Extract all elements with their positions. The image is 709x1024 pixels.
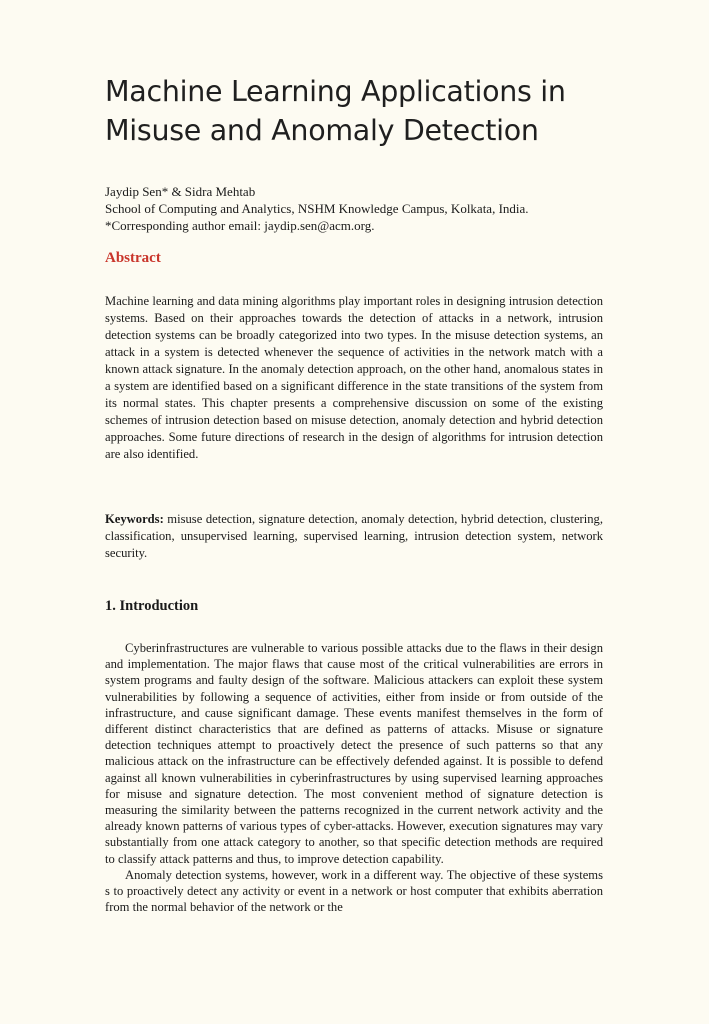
introduction-paragraph: Cyberinfrastructures are vulnerable to various possible attacks due to the flaws in their design and implementation. The major flaws that cause most of the critical vulnerabilities are errors in system programs and faulty design of the software. Malicious attackers can exploit these system vulnerabilities by following a sequence of activities, either from inside or from outside of the infrastructure, and cause significant damage. These events manifest themselves in the form of different distinct characteristics that are defined as patterns of attacks. Misuse or signature detection techniques attempt to proactively detect the presence of such patterns so that any malicious attack on the infrastructure can be effectively defended against. It is possible to defend against all known vulnerabilities in cyberinfrastructures by using supervised learning approaches for misuse and signature detection. The most convenient method of signature detection is measuring the similarity between the patterns recognized in the current network activity and the already known patterns of various types of cyber-attacks. However, execution signatures may vary substantially from one attack category to another, so that specific detection methods are required to classify attack patterns and thus, to improve detection capability. xyxy=(105,641,603,866)
author-affiliation: School of Computing and Analytics, NSHM Knowledge Campus, Kolkata, India. xyxy=(105,201,529,216)
corresponding-author: *Corresponding author email: jaydip.sen@acm.org. xyxy=(105,218,375,233)
introduction-body xyxy=(105,640,603,915)
keywords-label: Keywords: xyxy=(105,512,164,526)
abstract-body: Machine learning and data mining algorithms play important roles in designing intrusion detection systems. Based on their approaches towards the detection of attacks in a network, intrusion detection systems can be broadly categorized into two types. In the misuse detection systems, an attack in a system is detected whenever the sequence of activities in the network match with a known attack signature. In the anomaly detection approach, on the other hand, anomalous states in a system are identified based on a significant difference in the state transitions of the system from its normal states. This chapter presents a comprehensive discussion on some of the existing schemes of intrusion detection based on misuse detection, anomaly detection and hybrid detection approaches. Some future directions of research in the design of algorithms for intrusion detection are also identified. xyxy=(105,294,603,461)
author-block xyxy=(105,183,529,234)
keywords xyxy=(105,511,603,562)
section-heading-introduction: 1. Introduction xyxy=(105,598,199,614)
paper-title: Machine Learning Applications in Misuse and Anomaly Detection xyxy=(105,75,566,147)
keywords-text: misuse detection, signature detection, anomaly detection, hybrid detection, clustering, classification, unsupervised learning, supervised learning, intrusion detection system, network security. xyxy=(105,512,603,560)
abstract-heading: Abstract xyxy=(105,250,161,266)
author-names: Jaydip Sen* & Sidra Mehtab xyxy=(105,184,256,199)
introduction-paragraph: Anomaly detection systems, however, work in a different way. The objective of these systems s to proactively detect any activity or event in a network or host computer that exhibits aberration from the normal behavior of the network or the xyxy=(105,867,603,915)
